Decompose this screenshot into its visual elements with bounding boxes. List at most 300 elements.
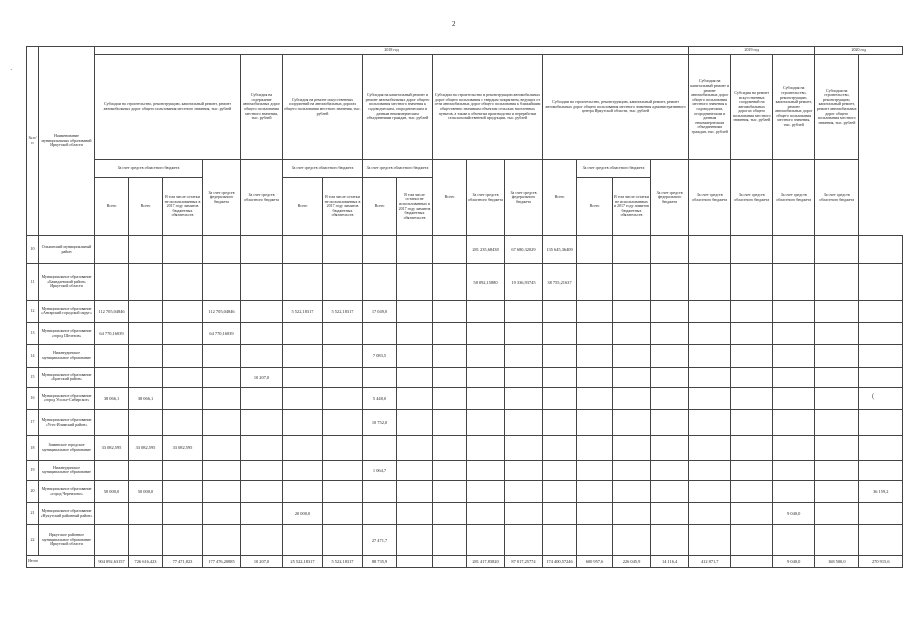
- row-value: [129, 460, 163, 480]
- g5-obl-header: За счет средств областного бюджета: [467, 160, 505, 236]
- row-value: [543, 460, 577, 480]
- total-value: [397, 555, 433, 567]
- row-value: [613, 236, 651, 264]
- row-value: 27 471,7: [363, 525, 397, 555]
- g1-rest-header: В том числе остатки не использованных в 2017 году лимитов бюджетных обязательств: [163, 178, 203, 236]
- row-value: [163, 300, 203, 322]
- row-name: Нижнеудинское муниципальное образование: [39, 460, 95, 480]
- row-value: [651, 436, 689, 460]
- row-no: 17: [27, 410, 39, 436]
- row-value: [283, 460, 323, 480]
- row-value: [241, 264, 283, 300]
- row-value: [323, 460, 363, 480]
- row-value: [773, 264, 815, 300]
- row-value: [773, 410, 815, 436]
- row-value: [129, 323, 163, 345]
- row-value: [283, 525, 323, 555]
- row-value: [467, 387, 505, 409]
- total-value: 226 045,9: [613, 555, 651, 567]
- row-value: 33 082,595: [163, 436, 203, 460]
- row-value: [433, 300, 467, 322]
- row-value: 112 705,04846: [203, 300, 241, 322]
- row-value: 10 207,0: [241, 367, 283, 387]
- row-value: [203, 236, 241, 264]
- row-value: [815, 236, 859, 264]
- row-value: [323, 503, 363, 525]
- table-row: [27, 503, 903, 525]
- total-row: [27, 555, 903, 567]
- row-value: [689, 345, 731, 367]
- row-value: [731, 345, 773, 367]
- row-value: [283, 236, 323, 264]
- row-value: [433, 410, 467, 436]
- row-value: [577, 460, 613, 480]
- row-value: [129, 264, 163, 300]
- row-value: [577, 345, 613, 367]
- row-value: [613, 323, 651, 345]
- row-value: [129, 345, 163, 367]
- row-value: [773, 323, 815, 345]
- row-value: [859, 264, 903, 300]
- row-value: [731, 436, 773, 460]
- row-value: [613, 410, 651, 436]
- row-value: [323, 525, 363, 555]
- row-no: 20: [27, 480, 39, 502]
- row-no: 14: [27, 345, 39, 367]
- row-value: [129, 503, 163, 525]
- row-value: [203, 525, 241, 555]
- row-value: [397, 480, 433, 502]
- row-value: [203, 480, 241, 502]
- table-row: [27, 300, 903, 322]
- row-value: [163, 387, 203, 409]
- row-value: [613, 503, 651, 525]
- row-value: 67 680,32029: [505, 236, 543, 264]
- total-value: 168 500,0: [815, 555, 859, 567]
- row-value: [577, 525, 613, 555]
- row-value: [815, 345, 859, 367]
- row-value: [163, 323, 203, 345]
- row-value: [467, 480, 505, 502]
- total-value: 10 207,0: [241, 555, 283, 567]
- row-value: [241, 480, 283, 502]
- row-value: [731, 410, 773, 436]
- row-value: [95, 345, 129, 367]
- row-value: [815, 323, 859, 345]
- row-value: [815, 460, 859, 480]
- row-value: [129, 367, 163, 387]
- group-9-header: Субсидия на строительство, реконструкцию, капитальный ремонт, ремонт автомобильных дорог общего пользования местного значения, тыс. рублей: [773, 55, 815, 160]
- row-no: 10: [27, 236, 39, 264]
- row-value: [433, 323, 467, 345]
- row-no: 19: [27, 460, 39, 480]
- row-value: [323, 387, 363, 409]
- row-value: [543, 410, 577, 436]
- row-value: [731, 460, 773, 480]
- row-value: [283, 410, 323, 436]
- row-value: [859, 367, 903, 387]
- row-value: [433, 503, 467, 525]
- row-value: [859, 236, 903, 264]
- row-value: [323, 264, 363, 300]
- row-name: Муниципальное образование «Братский район»: [39, 367, 95, 387]
- table-body: [27, 236, 903, 568]
- group-2-header: Субсидия на содержание автомобильных дорог общего пользования местного значения, тыс. рублей: [241, 55, 283, 160]
- row-value: [241, 236, 283, 264]
- row-value: [241, 525, 283, 555]
- row-value: [613, 387, 651, 409]
- row-value: [731, 387, 773, 409]
- row-value: [613, 480, 651, 502]
- row-name: Иркутское районное муниципальное образование Иркутской области: [39, 525, 95, 555]
- row-value: [859, 345, 903, 367]
- row-value: [613, 264, 651, 300]
- row-name: Муниципальное образование «Баяндаевский район» Иркутской области: [39, 264, 95, 300]
- table-row: [27, 410, 903, 436]
- row-value: [397, 436, 433, 460]
- row-value: [859, 525, 903, 555]
- row-value: [689, 503, 731, 525]
- row-value: [433, 345, 467, 367]
- row-value: [773, 525, 815, 555]
- row-value: [283, 387, 323, 409]
- row-value: [129, 525, 163, 555]
- row-value: [543, 367, 577, 387]
- row-value: [773, 236, 815, 264]
- row-name: Муниципальное образование «город Черемхово»: [39, 480, 95, 502]
- row-value: [505, 300, 543, 322]
- g6-obl-total-header: Всего: [577, 178, 613, 236]
- year-2018: 2018 год: [95, 47, 689, 55]
- table-row: [27, 236, 903, 264]
- header-no: № п/п: [27, 47, 39, 236]
- row-value: 19 336,93745: [505, 264, 543, 300]
- g5-total-header: Всего: [433, 160, 467, 236]
- row-value: [651, 460, 689, 480]
- total-value: 600 957,6: [577, 555, 613, 567]
- row-value: [433, 387, 467, 409]
- g3-total-header: Всего: [283, 178, 323, 236]
- row-value: [203, 345, 241, 367]
- row-value: [433, 236, 467, 264]
- row-value: [95, 525, 129, 555]
- total-value: 5 522,18317: [323, 555, 363, 567]
- row-value: [543, 480, 577, 502]
- row-value: [577, 503, 613, 525]
- page-number: 2: [452, 20, 456, 28]
- row-value: [467, 410, 505, 436]
- table-row: [27, 264, 903, 300]
- group-3-header: Субсидия на ремонт искусственных сооружений на автомобильных дорогах общего пользования местного значения, тыс. рублей: [283, 55, 363, 160]
- total-value: 726 616,423: [129, 555, 163, 567]
- row-value: [651, 323, 689, 345]
- row-value: [505, 367, 543, 387]
- row-value: [505, 460, 543, 480]
- row-value: [815, 480, 859, 502]
- row-value: [773, 387, 815, 409]
- row-value: [651, 345, 689, 367]
- row-value: [467, 460, 505, 480]
- row-value: [203, 410, 241, 436]
- row-value: [163, 410, 203, 436]
- row-value: [773, 480, 815, 502]
- g6-total-header: Всего: [543, 160, 577, 236]
- row-value: [363, 480, 397, 502]
- row-value: [283, 323, 323, 345]
- group-6-header: Субсидии на строительство, реконструкцию, капитальный ремонт, ремонт автомобильных дорог общего пользования местного значения административного центра Иркутской области, тыс. рублей: [543, 55, 689, 160]
- table-row: [27, 345, 903, 367]
- row-no: 22: [27, 525, 39, 555]
- row-value: 10 752,0: [363, 410, 397, 436]
- table-row: [27, 323, 903, 345]
- subsidy-table: [26, 46, 903, 568]
- g10-obl-header: За счет средств областного бюджета: [815, 160, 859, 236]
- row-value: [543, 387, 577, 409]
- row-value: [363, 323, 397, 345]
- row-value: 36 159,2: [859, 480, 903, 502]
- row-value: [543, 436, 577, 460]
- row-value: [731, 503, 773, 525]
- row-value: [815, 503, 859, 525]
- row-value: [859, 503, 903, 525]
- row-value: [163, 480, 203, 502]
- row-value: [363, 503, 397, 525]
- row-value: [815, 264, 859, 300]
- row-value: [651, 387, 689, 409]
- row-name: Муниципальное образование «Ангарский городской округ»: [39, 300, 95, 322]
- row-value: [543, 300, 577, 322]
- row-value: [323, 236, 363, 264]
- row-value: [363, 236, 397, 264]
- header-name: Наименование муниципальных образований Иркутской области: [39, 47, 95, 236]
- row-value: [363, 264, 397, 300]
- row-value: [397, 236, 433, 264]
- row-value: [467, 503, 505, 525]
- group-10-header: Субсидия на строительство, реконструкцию, капитальный ремонт, ремонт автомобильных дорог общего пользования местного значения, тыс. рублей: [815, 55, 859, 160]
- row-value: [203, 264, 241, 300]
- row-value: [505, 345, 543, 367]
- table-row: [27, 480, 903, 502]
- g6-rest-header: В том числе остатки не использованных в 2017 году лимитов бюджетных обязательств: [613, 178, 651, 236]
- row-value: [577, 480, 613, 502]
- row-value: 50 000,0: [95, 480, 129, 502]
- row-value: [577, 367, 613, 387]
- row-value: 33 082,595: [129, 436, 163, 460]
- row-value: [815, 367, 859, 387]
- total-value: 412 871,7: [689, 555, 731, 567]
- g2-obl-header: За счет средств областного бюджета: [241, 160, 283, 236]
- total-value: [731, 555, 773, 567]
- row-value: [859, 460, 903, 480]
- row-value: [467, 525, 505, 555]
- row-value: [505, 323, 543, 345]
- row-value: [773, 300, 815, 322]
- row-value: [397, 323, 433, 345]
- row-value: [95, 410, 129, 436]
- row-value: [815, 300, 859, 322]
- row-value: [577, 436, 613, 460]
- g1-total-header: Всего: [95, 178, 129, 236]
- row-name: Муниципальное образование «Усть-Илимский район»: [39, 410, 95, 436]
- group-5-header: Субсидии на строительство и реконструкцию автомобильных дорог общего пользования с твердым покрытием, ведущих от сети автомобильных дорог общего пользования к ближайшим общественно значимым объектам сельских населенных пунктов, а также к объектам производства и переработки сельскохозяйственной продукции, тыс. рублей: [433, 55, 543, 160]
- g1-total2-header: Всего: [129, 178, 163, 236]
- row-value: [467, 367, 505, 387]
- row-value: [129, 410, 163, 436]
- row-value: [363, 367, 397, 387]
- row-value: [467, 323, 505, 345]
- total-value: 88 735,9: [363, 555, 397, 567]
- row-value: [397, 387, 433, 409]
- table-row: [27, 525, 903, 555]
- total-value: 87 017,25774: [505, 555, 543, 567]
- row-value: [397, 525, 433, 555]
- binding-mark: (: [872, 392, 875, 400]
- g3-rest-header: В том числе остатки не использованных в 2017 году лимитов бюджетных обязательств: [323, 178, 363, 236]
- g1-obl-header: За счет средств областного бюджета: [95, 160, 203, 178]
- row-value: [689, 460, 731, 480]
- row-value: [323, 367, 363, 387]
- row-value: [241, 323, 283, 345]
- row-value: [397, 460, 433, 480]
- group-1-header: Субсидии на строительство, реконструкцию, капитальный ремонт, ремонт автомобильных дорог общего пользования местного значения, тыс. рублей: [95, 55, 241, 160]
- row-value: [689, 323, 731, 345]
- row-value: [859, 323, 903, 345]
- row-value: [95, 460, 129, 480]
- row-value: [203, 436, 241, 460]
- row-value: [241, 387, 283, 409]
- row-value: [651, 300, 689, 322]
- row-no: 13: [27, 323, 39, 345]
- row-value: [323, 480, 363, 502]
- row-value: [815, 436, 859, 460]
- total-value: [433, 555, 467, 567]
- row-value: [577, 323, 613, 345]
- g6-fed-header: За счет средств федерального бюджета: [651, 160, 689, 236]
- row-value: [859, 300, 903, 322]
- row-value: [397, 300, 433, 322]
- table-row: [27, 460, 903, 480]
- row-value: [651, 410, 689, 436]
- row-value: 7 083,5: [363, 345, 397, 367]
- row-value: [859, 387, 903, 409]
- row-value: [129, 300, 163, 322]
- row-value: [731, 264, 773, 300]
- table-row: [27, 367, 903, 387]
- group-4-header: Субсидия на капитальный ремонт и ремонт автомобильных дорог общего пользования местного значения к садоводческим, огородническим и дачным некоммерческим объединениям граждан, тыс. рублей: [363, 55, 433, 160]
- row-value: [433, 480, 467, 502]
- row-name: Муниципальное образование «город Усолье-Сибирское»: [39, 387, 95, 409]
- row-value: [613, 525, 651, 555]
- total-value: 25 522,18317: [283, 555, 323, 567]
- row-value: [129, 236, 163, 264]
- row-value: [203, 367, 241, 387]
- row-value: [203, 503, 241, 525]
- row-name: Нижнеудинское муниципальное образование: [39, 345, 95, 367]
- row-value: [815, 387, 859, 409]
- row-value: 50 000,0: [129, 480, 163, 502]
- row-value: [651, 480, 689, 502]
- row-value: [283, 436, 323, 460]
- row-value: [731, 367, 773, 387]
- group-8-header: Субсидия на ремонт искусственных сооружений на автомобильных дорогах общего пользования местного значения, тыс. рублей: [731, 55, 773, 160]
- row-value: [323, 345, 363, 367]
- row-value: [163, 264, 203, 300]
- row-value: [651, 264, 689, 300]
- row-value: [433, 367, 467, 387]
- g4-total-header: Всего: [363, 178, 397, 236]
- total-value: 281 417,83820: [467, 555, 505, 567]
- row-value: [95, 236, 129, 264]
- row-value: 64 770,16039: [203, 323, 241, 345]
- row-no: 18: [27, 436, 39, 460]
- row-name: Муниципальное образование «город Шелехов»: [39, 323, 95, 345]
- row-value: 281 235,68438: [467, 236, 505, 264]
- row-value: [95, 264, 129, 300]
- g8-obl-header: За счет средств областного бюджета: [731, 160, 773, 236]
- g9-obl-header: За счет средств областного бюджета: [773, 160, 815, 236]
- row-value: [505, 503, 543, 525]
- row-value: [731, 480, 773, 502]
- row-value: [689, 410, 731, 436]
- row-value: [577, 236, 613, 264]
- row-value: [613, 300, 651, 322]
- row-value: [163, 460, 203, 480]
- row-value: [505, 410, 543, 436]
- row-value: [773, 367, 815, 387]
- g5-fed-header: За счет средств федерального бюджета: [505, 160, 543, 236]
- row-value: [241, 436, 283, 460]
- row-value: [505, 525, 543, 555]
- row-value: [689, 367, 731, 387]
- total-value: 9 040,0: [773, 555, 815, 567]
- row-no: 21: [27, 503, 39, 525]
- total-value: 904 092,63157: [95, 555, 129, 567]
- row-value: [689, 387, 731, 409]
- row-no: 16: [27, 387, 39, 409]
- row-value: [433, 436, 467, 460]
- year-2019: 2019 год: [689, 47, 815, 55]
- margin-dot: ·: [10, 66, 13, 74]
- row-value: [689, 264, 731, 300]
- row-value: [397, 345, 433, 367]
- g1-fed-header: За счет средств федерального бюджета: [203, 160, 241, 236]
- row-value: [577, 264, 613, 300]
- row-value: 38 755,21637: [543, 264, 577, 300]
- g4-obl-header: За счет средств областного бюджета: [363, 160, 433, 178]
- row-value: [731, 323, 773, 345]
- row-value: [613, 345, 651, 367]
- row-value: [731, 236, 773, 264]
- row-value: [815, 410, 859, 436]
- row-value: [577, 410, 613, 436]
- row-value: [241, 410, 283, 436]
- row-value: [815, 525, 859, 555]
- row-value: 20 000,0: [283, 503, 323, 525]
- row-value: [163, 345, 203, 367]
- row-value: 5 448,0: [363, 387, 397, 409]
- row-value: [397, 503, 433, 525]
- row-value: [651, 525, 689, 555]
- table-row: [27, 387, 903, 409]
- row-value: [773, 345, 815, 367]
- total-value: 14 116,4: [651, 555, 689, 567]
- row-value: [283, 264, 323, 300]
- row-value: [859, 410, 903, 436]
- row-value: [543, 503, 577, 525]
- row-value: [283, 367, 323, 387]
- g3-obl-header: За счет средств областного бюджета: [283, 160, 363, 178]
- row-value: [467, 345, 505, 367]
